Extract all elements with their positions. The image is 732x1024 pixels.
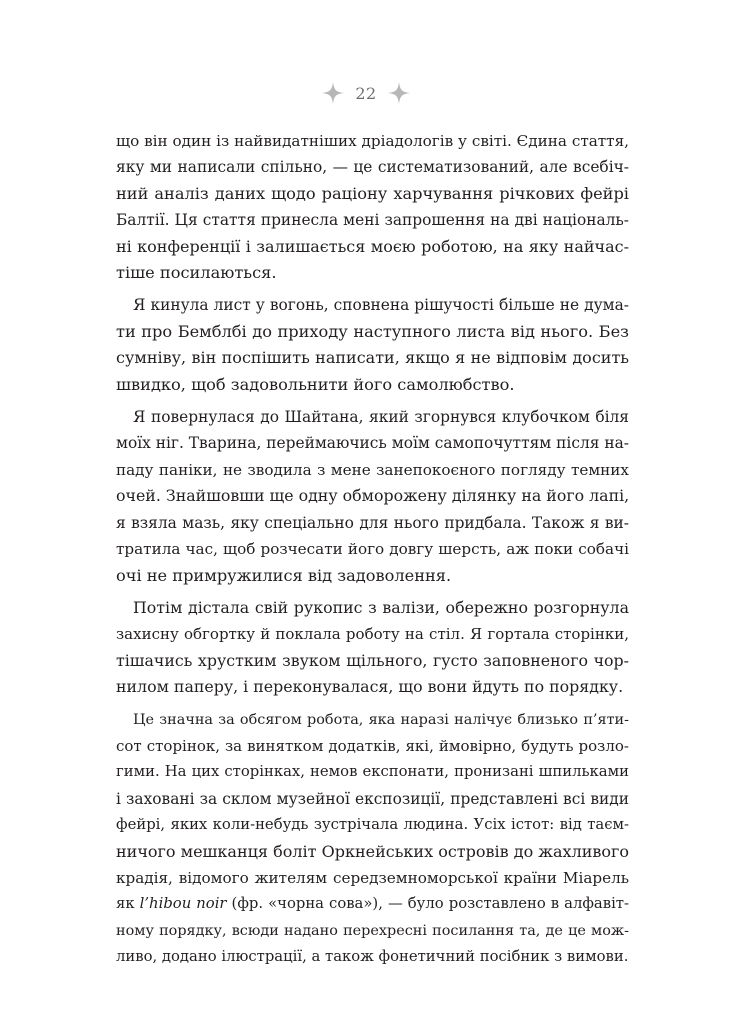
text-line: нилом паперу, і переконувалася, що вони йдуть по порядку.: [116, 677, 624, 697]
text-line: я взяла мазь, яку спеціально для нього придбала. Також я ви-: [116, 513, 629, 532]
paragraph: [116, 128, 629, 286]
italic-phrase: l’hibou noir: [139, 895, 227, 913]
paragraph: [116, 404, 629, 589]
text-line: Це значна за обсягом робота, яка наразі налічує близько п’яти-: [133, 711, 629, 728]
text-line: ні конференції і залишається моєю роботою, на яку найчас-: [116, 236, 629, 256]
text-line: ливо, додано ілюстрації, а також фонетичний посібник з вимови.: [116, 948, 629, 966]
text-line: Потім дістала свій рукопис з валізи, обережно розгорнула: [133, 597, 629, 617]
star-ornament-icon: [387, 81, 411, 105]
text-line: Я повернулася до Шайтана, який згорнувся клубочком біля: [133, 408, 629, 427]
body-text: [116, 128, 629, 971]
text-line: швидко, щоб задовольнити його самолюбство.: [116, 374, 515, 394]
text-line: сумніву, він поспішить написати, якщо я не відповім досить: [116, 348, 629, 368]
text-line: очей. Знайшовши ще одну обморожену ділянку на його лапі,: [116, 486, 630, 506]
text-line: як l’hibou noir (фр. «чорна сова»), — було розставлено в алфавіт-: [116, 895, 629, 913]
text-line: моїх ніг. Тварина, переймаючись моїм самопочуттям після на-: [116, 434, 629, 453]
text-line: тратила час, щоб розчесати його довгу шерсть, аж поки собачі: [116, 540, 629, 559]
text-line: і заховані за склом музейної експозиції, представлені всі види: [116, 789, 629, 808]
text-line: що він один із найвидатніших дріадологів у світі. Єдина стаття,: [116, 132, 629, 150]
text-line: Балтії. Ця стаття принесла мені запрошення на дві національ-: [116, 211, 629, 230]
star-ornament-icon: [321, 81, 345, 105]
text-line: ти про Бемблбі до приходу наступного листа від нього. Без: [116, 321, 629, 341]
text-line: сот сторінок, за винятком додатків, які, ймовірно, будуть розло-: [116, 736, 629, 755]
text-line: захисну обгортку й поклала роботу на стіл. Я гортала сторінки,: [116, 625, 629, 644]
page-header: [0, 78, 732, 108]
text-line: ничого мешканця боліт Оркнейських островів до жахливого: [116, 841, 630, 861]
text-line: крадія, відомого жителям середземноморської країни Міарель: [116, 868, 629, 887]
text-line: фейрі, яких коли-небудь зустрічала людина. Усіх істот: від таєм-: [116, 816, 629, 834]
text-line: Я кинула лист у вогонь, сповнена рішучості більше не дума-: [133, 296, 629, 315]
text-line: паду паніки, не зводила з мене занепокоєного погляду темних: [116, 460, 629, 479]
text-line: ний аналіз даних щодо раціону харчування річкових фейрі: [116, 183, 629, 203]
paragraph: [116, 292, 629, 398]
page-number: 22: [355, 83, 377, 103]
text-line: гими. На цих сторінках, немов експонати, пронизані шпильками: [116, 763, 629, 781]
text-line: яку ми написали спільно, — це систематизований, але всебіч-: [116, 158, 629, 177]
text-line: ному порядку, всюди надано перехресні посилання та, де це мож-: [116, 922, 629, 939]
paragraph: [116, 595, 629, 701]
text-line: тіше посилаються.: [116, 263, 277, 283]
paragraph: [116, 707, 629, 971]
text-line: тішачись хрустким звуком щільного, густо заповненого чор-: [116, 650, 629, 670]
text-line: очі не примружилися від задоволення.: [116, 565, 452, 585]
